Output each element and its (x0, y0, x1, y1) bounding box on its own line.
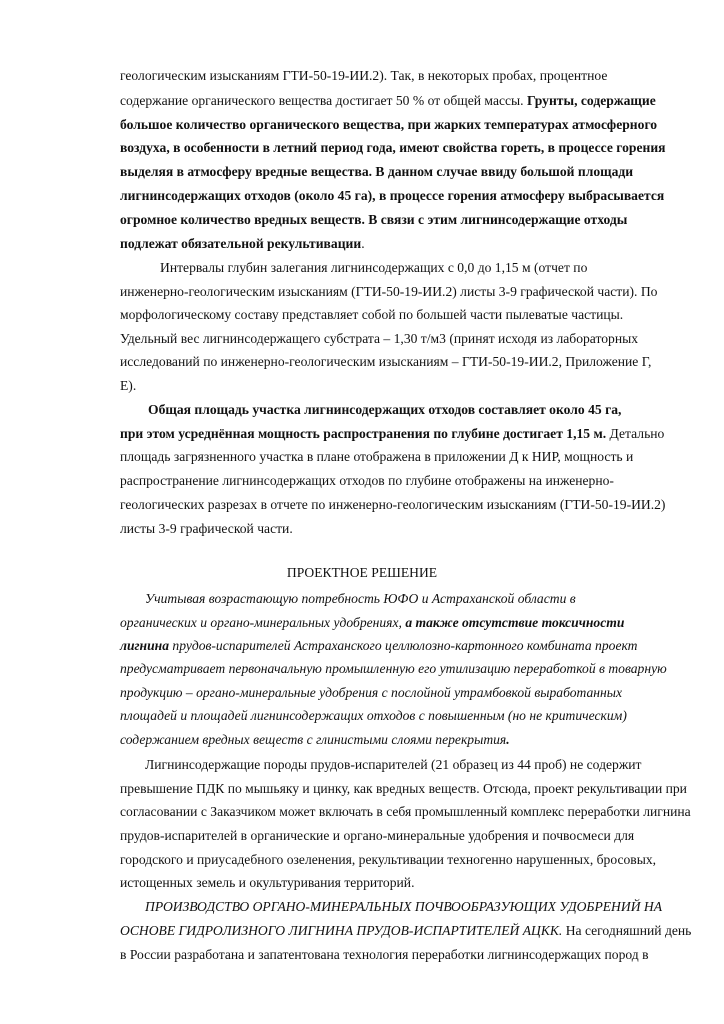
paragraph-1-line-1: геологическим изысканиям ГТИ-50-19-ИИ.2). Так, в некоторых пробах, процентное (120, 68, 608, 83)
paragraph-5-line-5: городского и приусадебного озеленения, рекультивации техногенно нарушенных, бросовых, (120, 852, 657, 867)
paragraph-2-line-2: инженерно-геологическим изысканиям (ГТИ-50-19-ИИ.2) листы 3-9 графической части). По (120, 284, 658, 299)
paragraph-2-line-3: морфологическому составу представляет собой по большей части пылеватые частицы. (120, 307, 624, 322)
italic-text: содержанием вредных веществ с глинистыми слоями перекрытия (120, 732, 507, 747)
paragraph-4-line-2 (120, 613, 624, 633)
italic-text: ОСНОВЕ ГИДРОЛИЗНОГО ЛИГНИНА ПРУДОВ-ИСПАРТИТЕЛЕЙ АЦКК. (120, 923, 563, 938)
bold-text: Грунты, содержащие (526, 93, 656, 108)
paragraph-6-line-1: ПРОИЗВОДСТВО ОРГАНО-МИНЕРАЛЬНЫХ ПОЧВООБРАЗУЮЩИХ УДОБРЕНИЙ НА (145, 899, 663, 914)
paragraph-5-line-2: превышение ПДК по мышьяку и цинку, как вредных веществ. Отсюда, проект рекультивации при (120, 781, 687, 796)
paragraph-2-line-5: исследований по инженерно-геологическим изысканиям – ГТИ-50-19-ИИ.2, Приложение Г, (120, 354, 652, 369)
paragraph-1-line-5: выделяя в атмосферу вредные вещества. В данном случае ввиду большой площади (120, 164, 634, 179)
paragraph-4-line-5: продукцию – органо-минеральные удобрения с послойной утрамбовкой выработанных (120, 685, 623, 700)
bold-italic-text: лигнина (120, 638, 170, 653)
paragraph-5-line-6: истощенных земель и окультуривания территорий. (120, 875, 415, 890)
section-heading: ПРОЕКТНОЕ РЕШЕНИЕ (286, 565, 438, 580)
paragraph-5-line-4: прудов-испарителей в органические и органо-минеральные удобрения и почвосмеси для (120, 828, 635, 843)
paragraph-3-line-3: площадь загрязненного участка в плане отображена в приложении Д к НИР, мощность и (120, 449, 634, 464)
paragraph-5-line-1: Лигнинсодержащие породы прудов-испарителей (21 образец из 44 проб) не содержит (145, 757, 642, 772)
paragraph-6-line-2 (120, 921, 691, 941)
plain-text: На сегодняшний день (562, 923, 692, 938)
plain-text: Детально (606, 426, 665, 441)
bold-text: подлежат обязательной рекультивации (120, 236, 362, 251)
paragraph-2-line-4: Удельный вес лигнинсодержащего субстрата – 1,30 т/м3 (принят исходя из лабораторных (120, 331, 639, 346)
paragraph-4-line-1: Учитывая возрастающую потребность ЮФО и Астраханской области в (145, 591, 576, 606)
italic-text: прудов-испарителей Астраханского целлюлозно-картонного комбината проект (169, 638, 638, 653)
paragraph-2-line-1: Интервалы глубин залегания лигнинсодержащих с 0,0 до 1,15 м (отчет по (160, 260, 588, 275)
paragraph-3-line-6: листы 3-9 графической части. (120, 521, 293, 536)
paragraph-5-line-3: согласовании с Заказчиком может включать в себя промышленный комплекс переработки лигнина (120, 804, 691, 819)
paragraph-1-line-8 (120, 234, 365, 254)
paragraph-4-line-4: предусматривает первоначальную промышленную его утилизацию переработкой в товарную (120, 661, 667, 676)
paragraph-2-line-6: Е). (120, 378, 137, 393)
italic-text: органических и органо-минеральных удобрениях, (120, 615, 406, 630)
paragraph-1-line-6: лигнинсодержащих отходов (около 45 га), в процессе горения атмосферу выбрасывается (120, 188, 665, 203)
paragraph-3-line-2 (120, 424, 664, 444)
paragraph-1-line-7: огромное количество вредных веществ. В связи с этим лигнинсодержащие отходы (120, 212, 628, 227)
paragraph-3-line-4: распространение лигнинсодержащих отходов по глубине отображены на инженерно- (120, 473, 614, 488)
plain-text: содержание органического вещества достигает 50 % от общей массы. (120, 93, 527, 108)
bold-italic-text: а также отсутствие токсичности (405, 615, 625, 630)
paragraph-1-line-4: воздуха, в особенности в летний период года, имеют свойства гореть, в процессе горения (120, 140, 666, 155)
paragraph-4-line-6: площадей и площадей лигнинсодержащих отходов с повышенным (но не критическим) (120, 708, 627, 723)
paragraph-1-line-3: большое количество органического вещества, при жарких температурах атмосферного (120, 117, 658, 132)
plain-text: . (361, 236, 365, 251)
paragraph-3-line-1: Общая площадь участка лигнинсодержащих отходов составляет около 45 га, (148, 402, 622, 417)
paragraph-4-line-3 (120, 636, 637, 656)
paragraph-6-line-3: в России разработана и запатентована технология переработки лигнинсодержащих пород в (120, 947, 649, 962)
paragraph-3-line-5: геологических разрезах в отчете по инженерно-геологическим изысканиям (ГТИ-50-19-ИИ.2) (120, 497, 666, 512)
bold-text: при этом усреднённая мощность распространения по глубине достигает 1,15 м. (120, 426, 607, 441)
bold-italic-text: . (506, 732, 510, 747)
paragraph-4-line-7 (120, 730, 510, 750)
paragraph-1-line-2 (120, 91, 656, 111)
